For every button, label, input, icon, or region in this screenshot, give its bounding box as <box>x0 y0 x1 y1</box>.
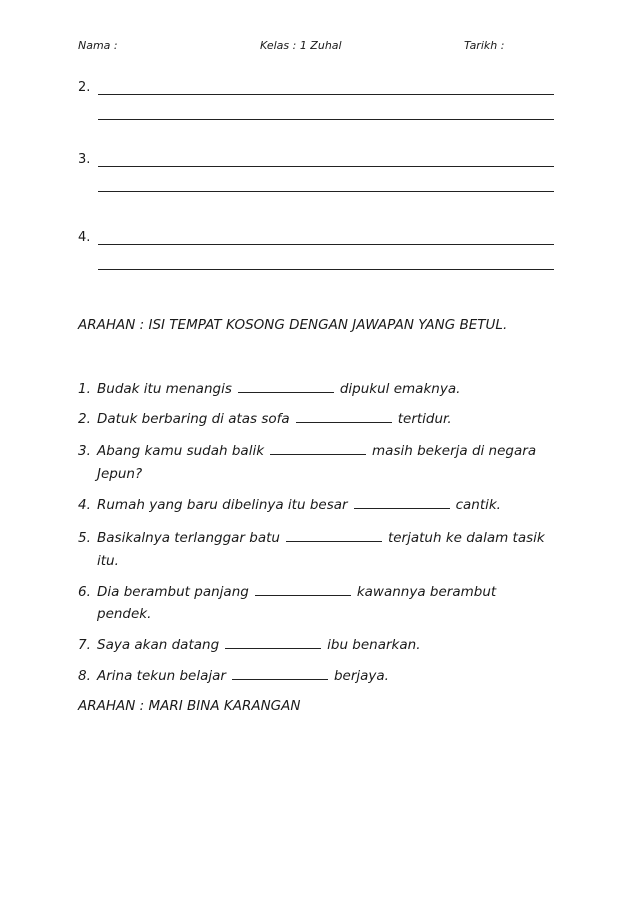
question-number: 3. <box>78 443 91 459</box>
answer-blank[interactable] <box>354 497 450 509</box>
question-text: Dia berambut panjang <box>97 584 249 600</box>
question-text: ibu benarkan. <box>327 637 421 653</box>
answer-blank[interactable] <box>255 584 351 596</box>
question-number: 4. <box>78 497 91 513</box>
answer-blank[interactable] <box>286 530 382 542</box>
answer-blank[interactable] <box>270 443 366 455</box>
question-number: 5. <box>78 530 91 546</box>
writing-line[interactable] <box>98 94 554 95</box>
question-text: berjaya. <box>333 668 389 684</box>
question-text: Datuk berbaring di atas sofa <box>97 411 290 427</box>
question-number: 1. <box>78 381 91 397</box>
question-text-continued: Jepun? <box>97 466 143 482</box>
question-text: terjatuh ke dalam tasik <box>387 530 545 546</box>
question-text: Basikalnya terlanggar batu <box>97 530 280 546</box>
question-text: Abang kamu sudah balik <box>97 443 265 459</box>
answer-blank[interactable] <box>225 637 321 649</box>
nama-label: Nama : <box>78 39 118 52</box>
question-number: 8. <box>78 668 91 684</box>
writing-line-number: 3. <box>78 152 91 167</box>
instruction-fill-blanks: ARAHAN : ISI TEMPAT KOSONG DENGAN JAWAPAN YANG BETUL. <box>78 317 508 333</box>
question-text-continued: itu. <box>97 553 119 569</box>
question-text: masih bekerja di negara <box>372 443 537 459</box>
question-text: dipukul emaknya. <box>339 381 461 397</box>
kelas-label: Kelas : 1 Zuhal <box>260 39 342 52</box>
writing-line-number: 2. <box>78 80 91 95</box>
question-text: tertidur. <box>397 411 452 427</box>
question-text: Saya akan datang <box>97 637 220 653</box>
question-number: 6. <box>78 584 91 600</box>
tarikh-label: Tarikh : <box>464 39 505 52</box>
writing-line[interactable] <box>98 191 554 192</box>
answer-blank[interactable] <box>238 381 334 393</box>
question-text: kawannya berambut <box>356 584 497 600</box>
question-text: Rumah yang baru dibelinya itu besar <box>97 497 348 513</box>
answer-blank[interactable] <box>232 668 328 680</box>
question-text-continued: pendek. <box>97 606 152 622</box>
question-text: Arina tekun belajar <box>97 668 226 684</box>
answer-blank[interactable] <box>296 411 392 423</box>
writing-line[interactable] <box>98 269 554 270</box>
writing-line[interactable] <box>98 119 554 120</box>
question-number: 2. <box>78 411 91 427</box>
writing-line[interactable] <box>98 166 554 167</box>
question-text: Budak itu menangis <box>97 381 232 397</box>
writing-line-number: 4. <box>78 230 91 245</box>
question-number: 7. <box>78 637 91 653</box>
writing-line[interactable] <box>98 244 554 245</box>
question-text: cantik. <box>455 497 501 513</box>
instruction-essay: ARAHAN : MARI BINA KARANGAN <box>78 698 301 714</box>
